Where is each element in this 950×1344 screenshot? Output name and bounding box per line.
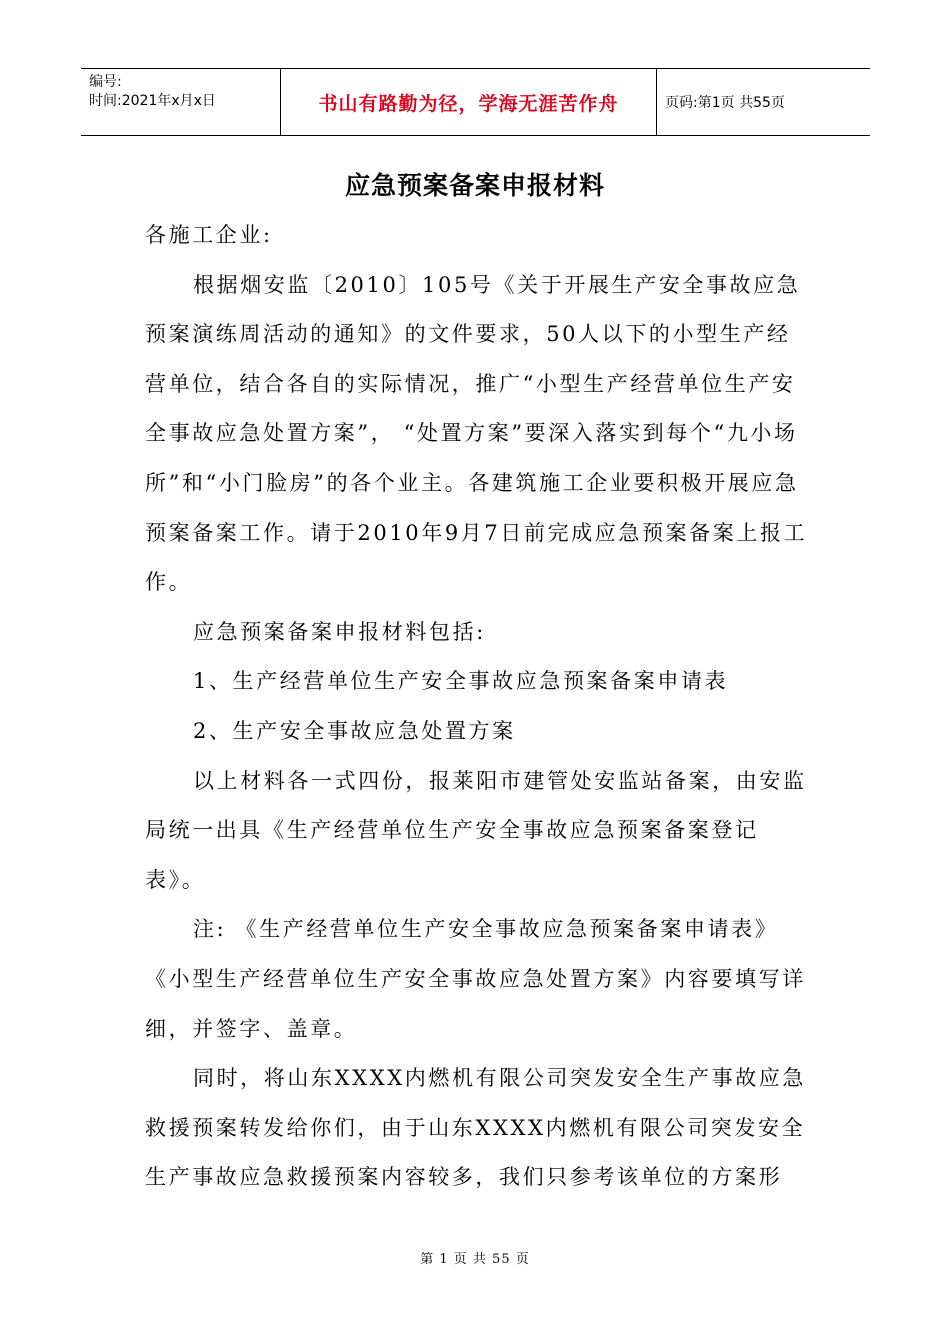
header-motto: 书山有路勤为径，学海无涯苦作舟 — [318, 92, 619, 115]
page-footer: 第 1 页 共 55 页 — [420, 1252, 530, 1267]
paragraph-submission: 以上材料各一式四份，报莱阳市建管处安监站备案，由安监局统一出具《生产经营单位生产安全事故应急预案备案登记表》。 — [145, 768, 807, 892]
paragraph-forwarding: 同时，将山东XXXX内燃机有限公司突发安全生产事故应急救援预案转发给你们，由于山东XXXX内燃机有限公司突发安全生产事故应急救援预案内容较多，我们只参考该单位的方案形 — [145, 1066, 806, 1190]
list-item-application-form: 1、生产经营单位生产安全事故应急预案备案申请表 — [193, 669, 729, 694]
paragraph-materials-intro: 应急预案备案申报材料包括: — [193, 619, 486, 644]
list-item-disposal-plan: 2、生产安全事故应急处置方案 — [193, 718, 516, 743]
header-page-cell — [657, 69, 870, 135]
paragraph-note: 注: 《生产经营单位生产安全事故应急预案备案申请表》《小型生产经营单位生产安全事故应急处置方案》内容要填写详细，并签字、盖章。 — [145, 917, 806, 1041]
document-body — [145, 211, 810, 1203]
time-label: 时间:2021年x月x日 — [89, 93, 216, 109]
header-page-info: 页码:第1页 共55页 — [665, 95, 785, 111]
salutation: 各施工企业: — [145, 223, 273, 247]
header-meta-cell — [81, 69, 281, 135]
page-header — [81, 68, 870, 136]
header-motto-cell — [281, 69, 657, 135]
document-title: 应急预案备案申报材料 — [344, 171, 605, 200]
serial-number-label: 编号: — [89, 74, 122, 90]
paragraph-notice: 根据烟安监〔2010〕105号《关于开展生产安全事故应急预案演练周活动的通知》的文件要求，50人以下的小型生产经营单位，结合各自的实际情况，推广“小型生产经营单位生产安全事故应急处置方案”， “处置方案”要深入落实到每个“九小场所”和“小门脸房”的各个业主。各建筑施工企业要积极开展应急预案备案工作。请于2010年9月7日前完成应急预案备案上报工作。 — [145, 272, 808, 595]
